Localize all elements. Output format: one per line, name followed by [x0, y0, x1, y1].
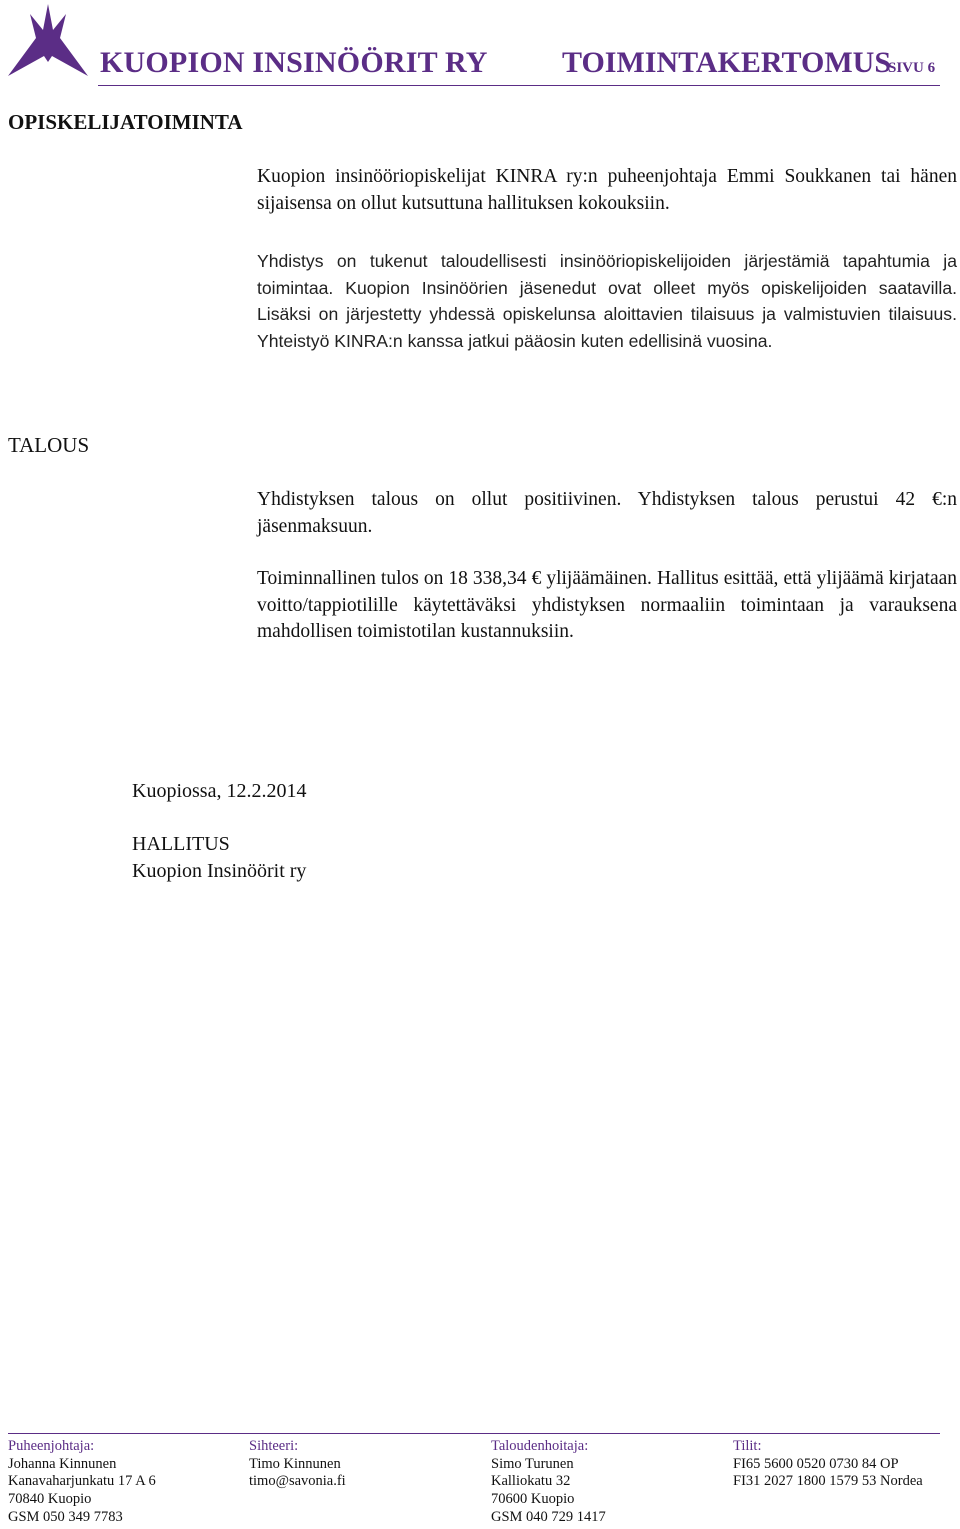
place-and-date: Kuopiossa, 12.2.2014 — [132, 780, 307, 802]
secretary-name: Timo Kinnunen — [249, 1455, 341, 1472]
page-number: SIVU 6 — [888, 60, 936, 76]
secretary-label: Sihteeri: — [249, 1438, 299, 1454]
finance-paragraph-1: Yhdistyksen talous on ollut positiivinen. Yhdistyksen talous perustui 42 €:n jäsenmaksuun. — [257, 489, 957, 537]
signatory-org: Kuopion Insinöörit ry — [132, 860, 307, 882]
students-paragraph-1: Kuopion insinööriopiskelijat KINRA ry:n puheenjohtaja Emmi Soukkanen tai hänen sijaisensa on ollut kutsuttuna hallituksen kokouksiin. — [257, 166, 957, 214]
chair-street: Kanavaharjunkatu 17 A 6 — [8, 1473, 156, 1490]
secretary-email[interactable]: timo@savonia.fi — [249, 1473, 346, 1490]
treasurer-street: Kalliokatu 32 — [491, 1473, 571, 1490]
footer-chair — [8, 1438, 156, 1527]
footer-divider — [8, 1433, 940, 1434]
org-name: KUOPION INSINÖÖRIT RY — [100, 46, 488, 79]
finance-paragraph-2: Toiminnallinen tulos on 18 338,34 € ylijäämäinen. Hallitus esittää, että ylijäämä kirjataan voitto/tappiotilille käytettäväksi yhdistyksen normaaliin toimintaan ja varauksena mahdollisen toimistotilan kustannuksiin. — [257, 568, 957, 642]
treasurer-city: 70600 Kuopio — [491, 1491, 575, 1508]
header-divider — [98, 85, 940, 86]
footer-treasurer — [491, 1438, 606, 1527]
section-heading-students: OPISKELIJATOIMINTA — [8, 110, 243, 134]
accounts-label: Tilit: — [733, 1438, 762, 1454]
footer-accounts — [733, 1438, 923, 1491]
chair-phone: GSM 050 349 7783 — [8, 1508, 123, 1525]
treasurer-phone: GSM 040 729 1417 — [491, 1508, 606, 1525]
section-heading-finance: TALOUS — [8, 433, 90, 457]
treasurer-name: Simo Turunen — [491, 1455, 574, 1472]
signatory-board: HALLITUS — [132, 833, 230, 855]
chair-city: 70840 Kuopio — [8, 1491, 92, 1508]
treasurer-label: Taloudenhoitaja: — [491, 1438, 589, 1454]
students-paragraph-2: Yhdistys on tukenut taloudellisesti insinööriopiskelijoiden järjestämiä tapahtumia ja toimintaa. Kuopion Insinöörien jäsenedut ovat olleet myös opiskelijoiden saatavilla. Lisäksi on järjestetty yhdessä opiskelunsa aloittavien tilaisuus ja valmistuvien tilaisuus. Yhteistyö KINRA:n kanssa jatkui pääosin kuten edellisinä vuosina. — [257, 251, 957, 351]
footer-secretary — [249, 1438, 346, 1491]
document-title: TOIMINTAKERTOMUS — [562, 46, 892, 79]
account-op: FI65 5600 0520 0730 84 OP — [733, 1455, 899, 1472]
chair-name: Johanna Kinnunen — [8, 1455, 117, 1472]
account-nordea: FI31 2027 1800 1579 53 Nordea — [733, 1473, 923, 1490]
chair-label: Puheenjohtaja: — [8, 1438, 95, 1454]
star-emblem-icon — [8, 4, 88, 76]
